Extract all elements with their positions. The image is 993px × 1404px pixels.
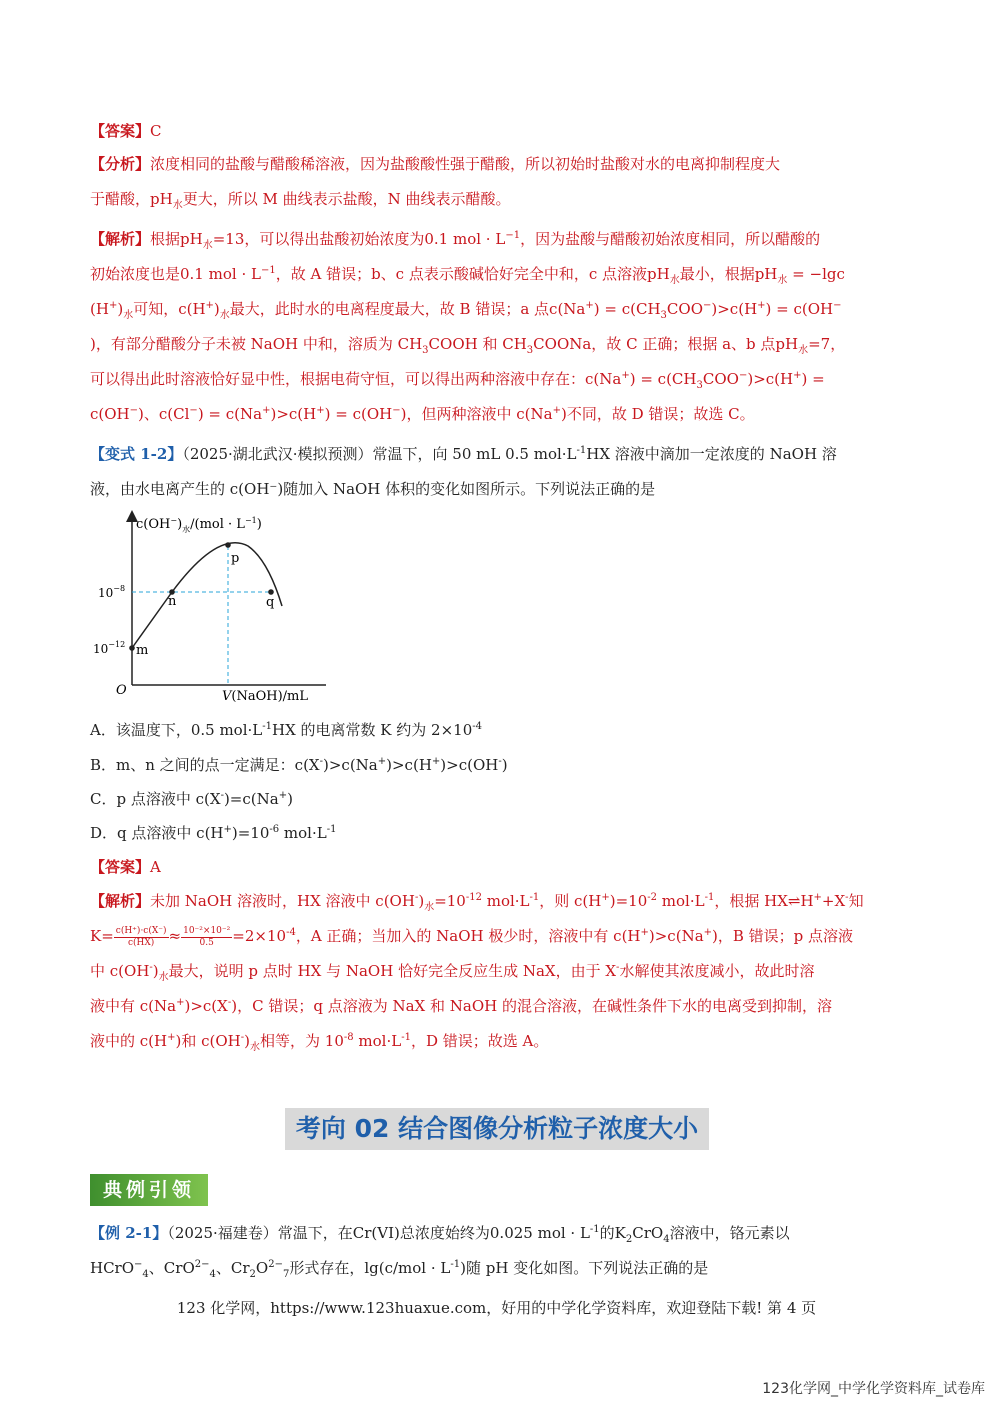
titration-chart bbox=[88, 508, 338, 706]
option-d: D．q 点溶液中 $c(H^+)=10^{-6}$ $mol\cdot L^{-1}$ bbox=[90, 824, 337, 842]
fraction-value: $\frac{\text{10⁻²×10⁻²}}{0.5}$ bbox=[183, 925, 231, 948]
point-q bbox=[268, 589, 274, 595]
label-m: m bbox=[136, 643, 149, 658]
variant-question: 【变式 1-2】（2025·湖北武汉·模拟预测）常温下，向 50 mL 0.5 $mol\cdot L^{-1}HX$ 溶液中滴加一定浓度的 NaOH 溶 液，由水电离产生的 c(OH⁻)随加入 NaOH 体积的变化如图所示。下列说法正确的是 bbox=[90, 445, 837, 498]
fraction-k: $\frac{c(H^+)\cdot c(X^-)}{c(HX)}$ bbox=[115, 925, 167, 948]
label-q: q bbox=[266, 595, 275, 610]
answer-1: 【答案】C bbox=[90, 122, 162, 140]
analysis-1: 【分析】浓度相同的盐酸与醋酸稀溶液，因为盐酸酸性强于醋酸，所以初始时盐酸对水的电离抑制程度大 于醋酸，$pH_水$更大，所以 M 曲线表示盐酸，N 曲线表示醋酸。 bbox=[90, 155, 781, 211]
label-p: p bbox=[231, 551, 240, 566]
x-axis-label: V(NaOH)/mL bbox=[222, 689, 308, 704]
option-b: B．m、n 之间的点一定满足：c(X-)>c(Na+)>c(H+)>c(OH-) bbox=[90, 756, 508, 774]
page-footer: 123 化学网，https://www.123huaxue.com，好用的中学化学资料库，欢迎登陆下载! 第 4 页 bbox=[176, 1299, 817, 1317]
watermark: 123化学网_中学化学资料库_试卷库 bbox=[762, 1381, 985, 1397]
ytick-high: $10^{-8}$ bbox=[98, 584, 126, 600]
y-axis-label: $c(OH^-)_水/(mol \cdot L^{-1})$ bbox=[136, 516, 262, 534]
curve bbox=[132, 543, 282, 648]
explanation-1: 【解析】根据$pH_水=13$，可以得出盐酸初始浓度为0.1 mol · $L^{-1}$，因为盐酸与醋酸初始浓度相同，所以醋酸的 初始浓度也是0.1 mol · $L^{-1}$，故 A 错误；b、c 点表示酸碱恰好完全中和，c 点溶液$pH_水$最小，根据$pH_水 = -\lg c$ $(H^+)_水$可知，$c(H^+)_水$最大，此时水的电离程度最大，故 B 错误；a 点$c(Na^+) = c(CH_3COO^-)>c(H^+) = c(OH^-$ )，有部分醋酸分子未被 NaOH 中和，溶质为 $CH_3COOH$ 和 $CH_3COONa$，故 C 正确；根据 a、b 点$pH_水=7$， 可以得出此时溶液恰好显中性，根据电荷守恒，可以得出两种溶液中存在：$c(Na^+) = c(CH_3COO^-)>c(H^+)$ = c(OH−)、c(Cl−) = c(Na+)>c(H+) = c(OH−)，但两种溶液中 c(Na+)不同，故 D 错误；故选 C。 bbox=[90, 230, 846, 423]
ytick-low: $10^{-12}$ bbox=[93, 640, 126, 656]
example-question: 【例 2-1】（2025·福建卷）常温下，在Cr(VI)总浓度始终为0.025 mol · $L^{-1}$的$K_2CrO_4$溶液中，铬元素以 HCrO−$_4$、CrO$^{2-}_4$、$Cr_2O^{2-}_7$形式存在，$\lg(c/mol \cdot L^{-1})$随 pH 变化如图。下列说法正确的是 bbox=[90, 1224, 790, 1280]
origin-label: O bbox=[116, 683, 127, 698]
option-c: C．p 点溶液中 c(X-)=c(Na+) bbox=[90, 790, 293, 808]
explanation-2: 【解析】未加 NaOH 溶液时，HX 溶液中 $c(OH^-)_水=10^{-12}$ $mol\cdot L^{-1}$，则 $c(H^+)=10^{-2}$ $mol\cdot L^{-1}$，根据 HX⇌H++X-知 K= $\frac{c(H^+)\cdot c(X^-)}{c(HX)}$ ≈ $\frac{\text{10⁻²×10⁻²}}{0.5}$ $=2\times 10^{-4}$，A 正确；当加入的 NaOH 极少时，溶液中有 c(H+)>c(Na+)，B 错误；p 点溶液 中 $c(OH^-)_水$最大，说明 p 点时 HX 与 NaOH 恰好完全反应生成 NaX，由于 X-水解使其浓度减小，故此时溶 液中有 c(Na+)>c(X-)，C 错误；q 点溶液为 NaX 和 NaOH 的混合溶液，在碱性条件下水的电离受到抑制，溶 液中的 c(H+)和 $c(OH^-)_水$相等，为 $10^{-8}$ $mol\cdot L^{-1}$，D 错误；故选 A。 bbox=[90, 892, 864, 1053]
point-p bbox=[225, 542, 231, 548]
answer-2: 【答案】A bbox=[90, 858, 161, 876]
option-a: A．该温度下，0.5 $mol\cdot L^{-1}HX$ 的电离常数 K 约为 $2\times 10^{-4}$ bbox=[90, 721, 482, 739]
section-title: 考向 02 结合图像分析粒子浓度大小 bbox=[285, 1108, 709, 1150]
label-n: n bbox=[168, 594, 177, 609]
point-m bbox=[129, 645, 135, 651]
example-badge: 典例引领 bbox=[90, 1174, 208, 1206]
